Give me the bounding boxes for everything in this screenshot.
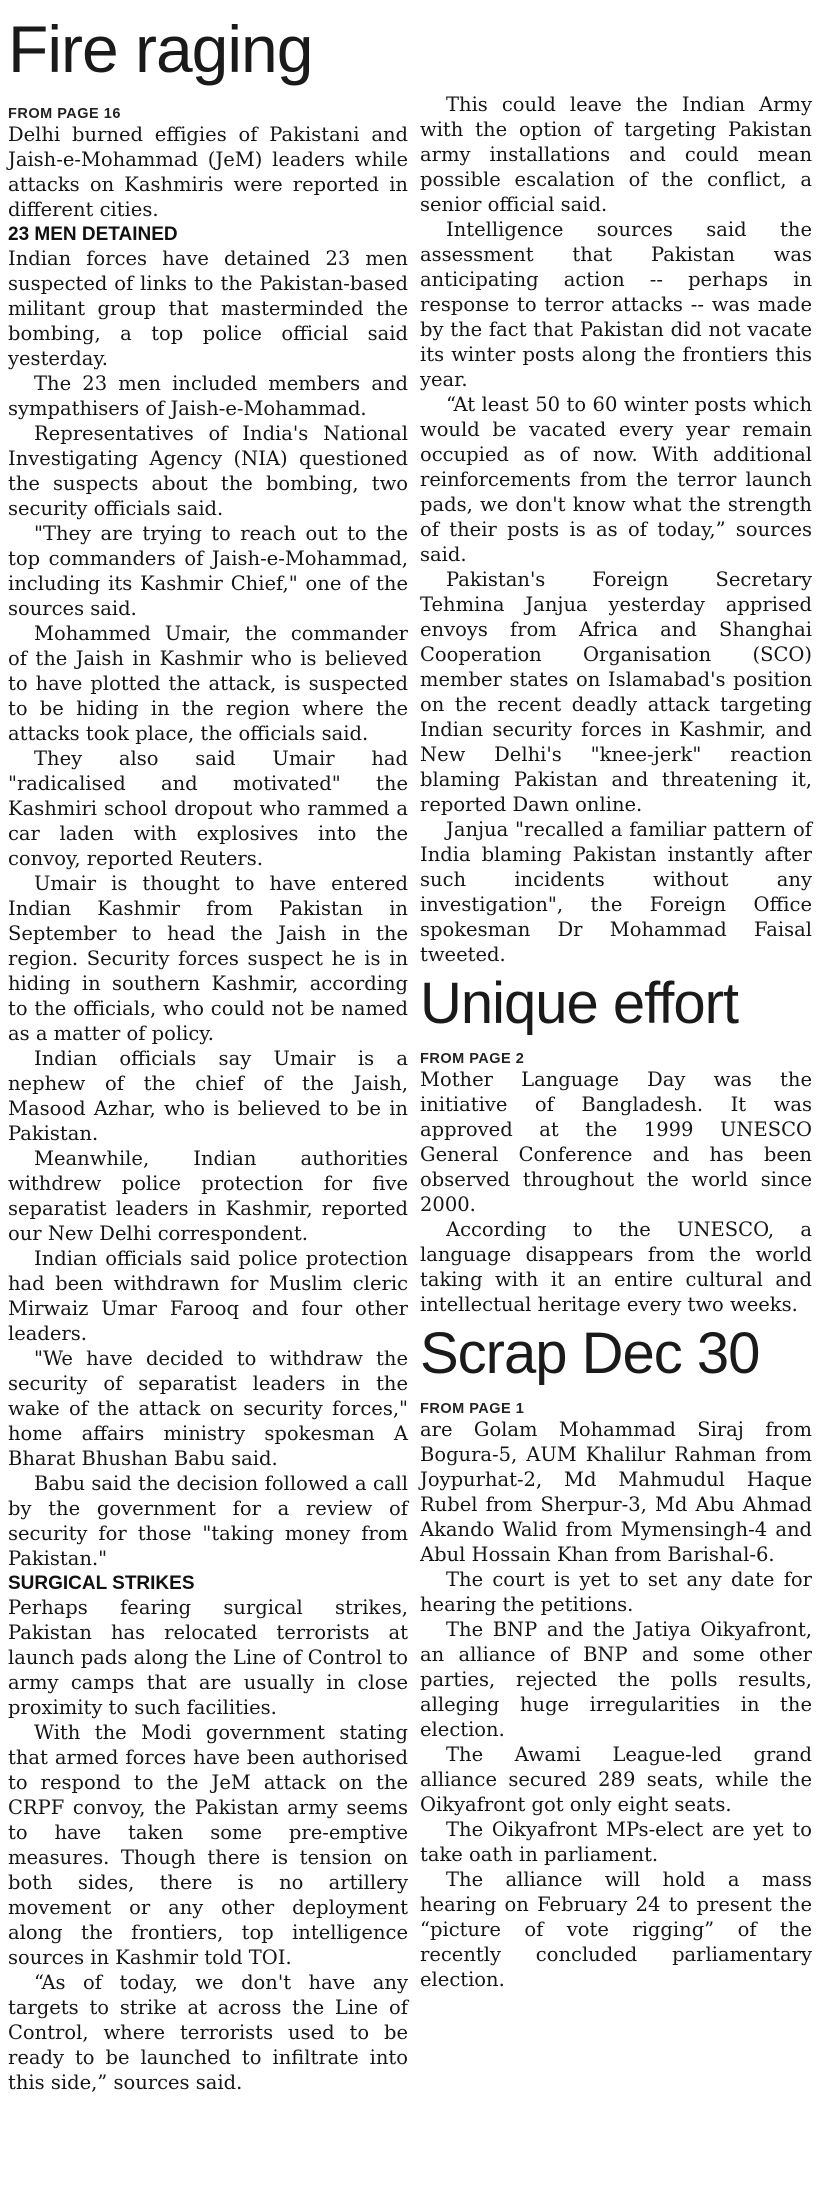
article-paragraph: According to the UNESCO, a language disappears from the world taking with it an entire cultural and intellectual heritage every two weeks.	[420, 1218, 812, 1316]
article-paragraph: This could leave the Indian Army with the option of targeting Pakistan army installations and could mean possible escalation of the conflict, a senior official said.	[420, 93, 812, 216]
article-paragraph: With the Modi government stating that armed forces have been authorised to respond to the JeM attack on the CRPF convoy, the Pakistan army seems to have taken some pre-emptive measures. Though there is tension on both sides, there is no artillery movement or any other deployment along the frontiers, top intelligence sources in Kashmir told TOI.	[8, 1721, 408, 1969]
from-page-label: FROM PAGE 2	[420, 1051, 525, 1067]
headline-fire-raging: Fire raging	[8, 12, 313, 86]
article-paragraph: Indian forces have detained 23 men suspected of links to the Pakistan-based militant group that masterminded the bombing, a top police official said yesterday.	[8, 247, 408, 370]
article-paragraph: Intelligence sources said the assessment that Pakistan was anticipating action -- perhaps in response to terror attacks -- was made by the fact that Pakistan did not vacate its winter posts along the frontiers this year.	[420, 218, 812, 391]
article-paragraph: “At least 50 to 60 winter posts which would be vacated every year remain occupied as of now. With additional reinforcements from the terror launch pads, we don't know what the strength of their posts is as of today,” sources said.	[420, 393, 812, 566]
article-paragraph: Pakistan's Foreign Secretary Tehmina Janjua yesterday apprised envoys from Africa and Shanghai Cooperation Organisation (SCO) member states on Islamabad's position on the recent deadly attack targeting Indian security forces in Kashmir, and New Delhi's "knee-jerk" reaction blaming Pakistan and threatening it, reported Dawn online.	[420, 568, 812, 816]
column-top-spacer	[420, 0, 812, 92]
from-page-label: FROM PAGE 1	[420, 1401, 525, 1417]
from-page-label: FROM PAGE 16	[8, 106, 121, 122]
article-paragraph: are Golam Mohammad Siraj from Bogura-5, AUM Khalilur Rahman from Joypurhat-2, Md Mahmudul Haque Rubel from Sherpur-3, Md Abu Ahmad Akando Walid from Mymensingh-4 and Abul Hossain Khan from Barishal-6.	[420, 1418, 812, 1566]
article-paragraph: The Oikyafront MPs-elect are yet to take oath in parliament.	[420, 1818, 812, 1866]
article-paragraph: Meanwhile, Indian authorities withdrew police protection for five separatist leaders in Kashmir, reported our New Delhi correspondent.	[8, 1147, 408, 1245]
article-paragraph: “As of today, we don't have any targets to strike at across the Line of Control, where terrorists used to be ready to be launched to infiltrate into this side,” sources said.	[8, 1971, 408, 2094]
article-paragraph: Mother Language Day was the initiative of Bangladesh. It was approved at the 1999 UNESCO General Conference and has been observed throughout the world since 2000.	[420, 1068, 812, 1216]
article-paragraph: Indian officials say Umair is a nephew of the chief of the Jaish, Masood Azhar, who is believed to be in Pakistan.	[8, 1047, 408, 1145]
right-column	[420, 0, 812, 1992]
article-paragraph: The BNP and the Jatiya Oikyafront, an alliance of BNP and some other parties, rejected the polls results, alleging huge irregularities in the election.	[420, 1618, 812, 1741]
article-paragraph: "We have decided to withdraw the security of separatist leaders in the wake of the attack on security forces," home affairs ministry spokesman A Bharat Bhushan Babu said.	[8, 1347, 408, 1470]
headline-scrap-dec-30: Scrap Dec 30	[420, 1321, 760, 1386]
article-paragraph: The alliance will hold a mass hearing on February 24 to present the “picture of vote rigging” of the recently concluded parliamentary election.	[420, 1868, 812, 1991]
article-paragraph: They also said Umair had "radicalised and motivated" the Kashmiri school dropout who rammed a car laden with explosives into the convoy, reported Reuters.	[8, 747, 408, 870]
article-paragraph: Babu said the decision followed a call by the government for a review of security for those "taking money from Pakistan."	[8, 1472, 408, 1570]
article-paragraph: Representatives of India's National Investigating Agency (NIA) questioned the suspects about the bombing, two security officials said.	[8, 422, 408, 520]
article-paragraph: The 23 men included members and sympathisers of Jaish-e-Mohammad.	[8, 372, 408, 420]
article-paragraph: The Awami League-led grand alliance secured 289 seats, while the Oikyafront got only eight seats.	[420, 1743, 812, 1816]
article-paragraph: Mohammed Umair, the commander of the Jaish in Kashmir who is believed to have plotted the attack, is suspected to be hiding in the region where the attacks took place, the officials said.	[8, 622, 408, 745]
article-paragraph: Delhi burned effigies of Pakistani and Jaish-e-Mohammad (JeM) leaders while attacks on Kashmiris were reported in different cities.	[8, 123, 408, 221]
article-paragraph: Indian officials said police protection had been withdrawn for Muslim cleric Mirwaiz Umar Farooq and four other leaders.	[8, 1247, 408, 1345]
left-column	[8, 0, 408, 2095]
article-paragraph: "They are trying to reach out to the top commanders of Jaish-e-Mohammad, including its Kashmir Chief," one of the sources said.	[8, 522, 408, 620]
article-paragraph: The court is yet to set any date for hearing the petitions.	[420, 1568, 812, 1616]
headline-unique-effort: Unique effort	[420, 971, 739, 1036]
article-paragraph: Umair is thought to have entered Indian Kashmir from Pakistan in September to head the Jaish in the region. Security forces suspect he is in hiding in southern Kashmir, according to the officials, who could not be named as a matter of policy.	[8, 872, 408, 1045]
article-paragraph: Perhaps fearing surgical strikes, Pakistan has relocated terrorists at launch pads along the Line of Control to army camps that are usually in close proximity to such facilities.	[8, 1596, 408, 1719]
subhead-surgical-strikes: SURGICAL STRIKES	[8, 1573, 195, 1594]
article-paragraph: Janjua "recalled a familiar pattern of India blaming Pakistan instantly after such incidents without any investigation", the Foreign Office spokesman Dr Mohammad Faisal tweeted.	[420, 818, 812, 966]
subhead-23-men-detained: 23 MEN DETAINED	[8, 224, 178, 245]
